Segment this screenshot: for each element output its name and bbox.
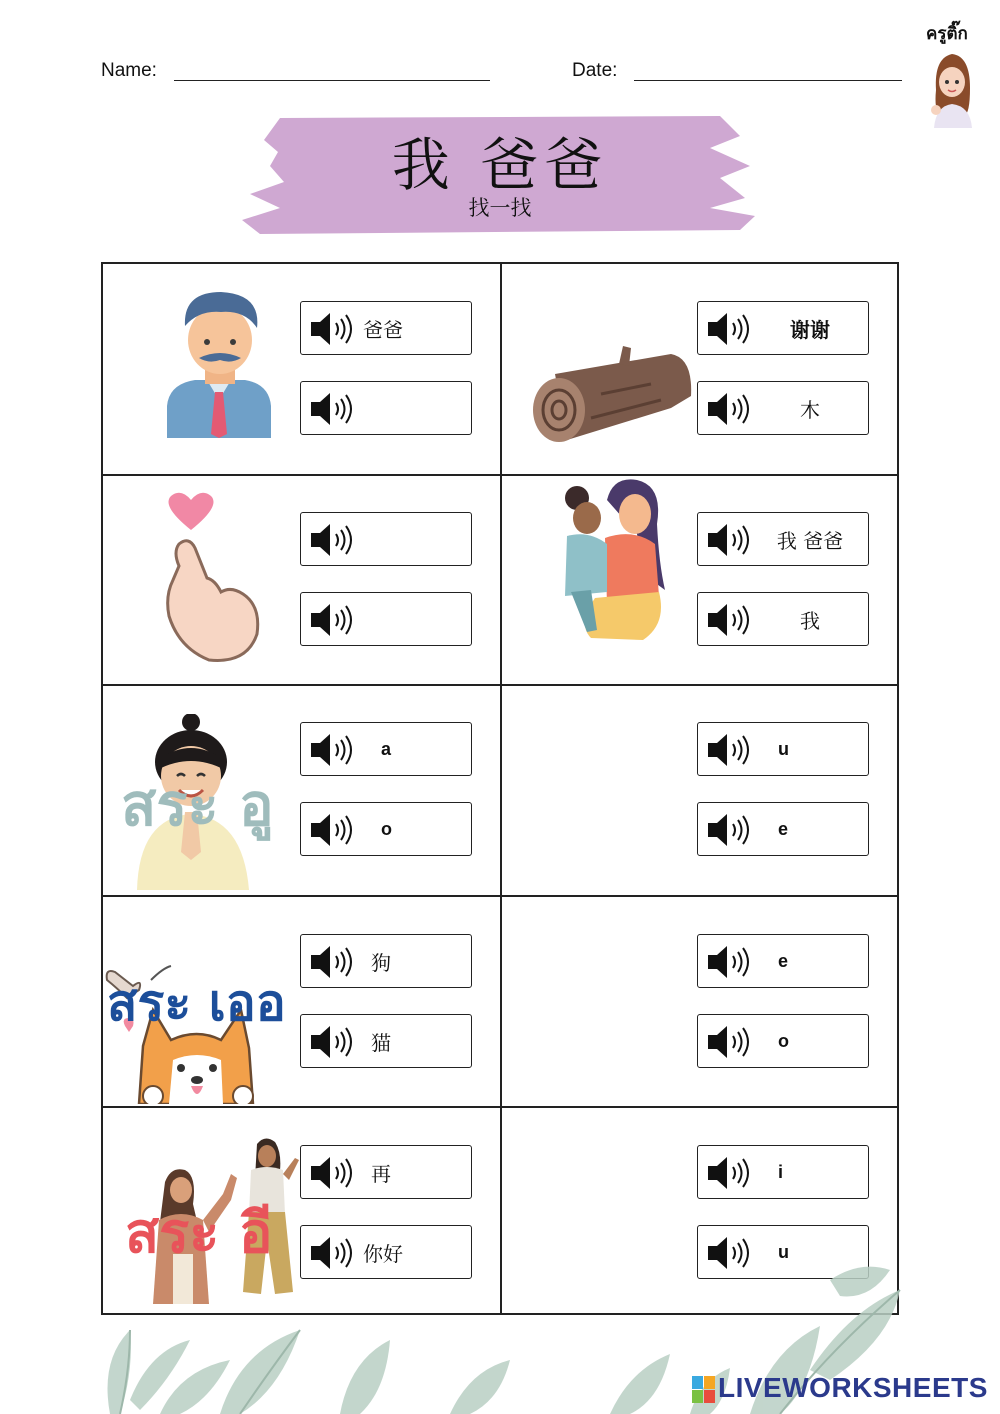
speaker-icon[interactable]	[309, 391, 357, 427]
answer-box[interactable]	[300, 592, 472, 646]
answer-text: 你好	[363, 1241, 403, 1266]
worksheet-subtitle: 找一找	[468, 196, 532, 220]
answer-text: o	[778, 1030, 789, 1051]
answer-text: i	[778, 1161, 784, 1182]
answer-box[interactable]	[697, 381, 869, 435]
answer-box[interactable]	[300, 1145, 472, 1199]
answer-box[interactable]	[697, 512, 869, 566]
speaker-icon[interactable]	[706, 391, 754, 427]
answer-box[interactable]	[300, 512, 472, 566]
worksheet-title: 我 爸爸	[391, 131, 609, 199]
speaker-icon[interactable]	[706, 1024, 754, 1060]
answer-box[interactable]	[697, 802, 869, 856]
worksheet-grid	[101, 262, 899, 1315]
brand-name: ครูติ๊ก	[926, 24, 968, 44]
answer-text: e	[778, 818, 789, 839]
answer-text: 木	[800, 397, 820, 422]
answer-box[interactable]	[697, 592, 869, 646]
answer-box[interactable]	[697, 301, 869, 355]
answer-text: 猫	[371, 1030, 391, 1055]
speaker-icon[interactable]	[706, 1155, 754, 1191]
answer-box[interactable]	[300, 1014, 472, 1068]
liveworksheets-logo-icon	[692, 1376, 716, 1404]
answer-text	[361, 382, 465, 434]
speaker-icon[interactable]	[309, 1024, 357, 1060]
answer-text: o	[381, 818, 392, 839]
speaker-icon[interactable]	[309, 812, 357, 848]
speaker-icon[interactable]	[706, 602, 754, 638]
footer-brand[interactable]: LIVEWORKSHEETS	[718, 1372, 988, 1403]
thai-vowel-oo: สระ อู	[121, 771, 274, 839]
speaker-icon[interactable]	[706, 944, 754, 980]
date-label: Date:	[572, 60, 618, 81]
thai-vowel-ii: สระ อี	[125, 1201, 273, 1266]
grandfather-icon	[165, 288, 275, 438]
finger-heart-icon	[151, 488, 263, 664]
answer-text: a	[381, 738, 392, 759]
answer-text: 狗	[371, 950, 391, 975]
answer-text: 爸爸	[363, 317, 403, 342]
speaker-icon[interactable]	[706, 311, 754, 347]
answer-box[interactable]	[697, 934, 869, 988]
answer-text	[361, 593, 465, 645]
answer-box[interactable]	[300, 722, 472, 776]
name-label: Name:	[101, 60, 157, 81]
answer-text: 我 爸爸	[776, 528, 844, 553]
date-line[interactable]	[634, 80, 902, 81]
speaker-icon[interactable]	[309, 522, 357, 558]
speaker-icon[interactable]	[309, 944, 357, 980]
answer-box[interactable]	[697, 1145, 869, 1199]
answer-text: 谢谢	[790, 317, 830, 342]
answer-text: u	[778, 738, 789, 759]
answer-box[interactable]	[300, 934, 472, 988]
name-line[interactable]	[174, 80, 490, 81]
answer-text	[361, 513, 465, 565]
answer-box[interactable]	[697, 722, 869, 776]
speaker-icon[interactable]	[309, 1155, 357, 1191]
answer-text: 我	[800, 608, 820, 633]
speaker-icon[interactable]	[706, 812, 754, 848]
answer-text: u	[778, 1241, 789, 1262]
speaker-icon[interactable]	[706, 522, 754, 558]
answer-text: 再	[371, 1161, 391, 1186]
speaker-icon[interactable]	[309, 732, 357, 768]
teacher-avatar-icon	[926, 44, 978, 128]
answer-box[interactable]	[300, 301, 472, 355]
log-icon	[531, 344, 695, 450]
thai-vowel-oe: สระ เออ	[107, 974, 286, 1032]
speaker-icon[interactable]	[309, 311, 357, 347]
answer-box[interactable]	[300, 381, 472, 435]
mother-child-icon	[547, 474, 677, 642]
answer-box[interactable]	[697, 1014, 869, 1068]
speaker-icon[interactable]	[706, 732, 754, 768]
speaker-icon[interactable]	[309, 602, 357, 638]
answer-text: e	[778, 950, 789, 971]
answer-box[interactable]	[300, 802, 472, 856]
